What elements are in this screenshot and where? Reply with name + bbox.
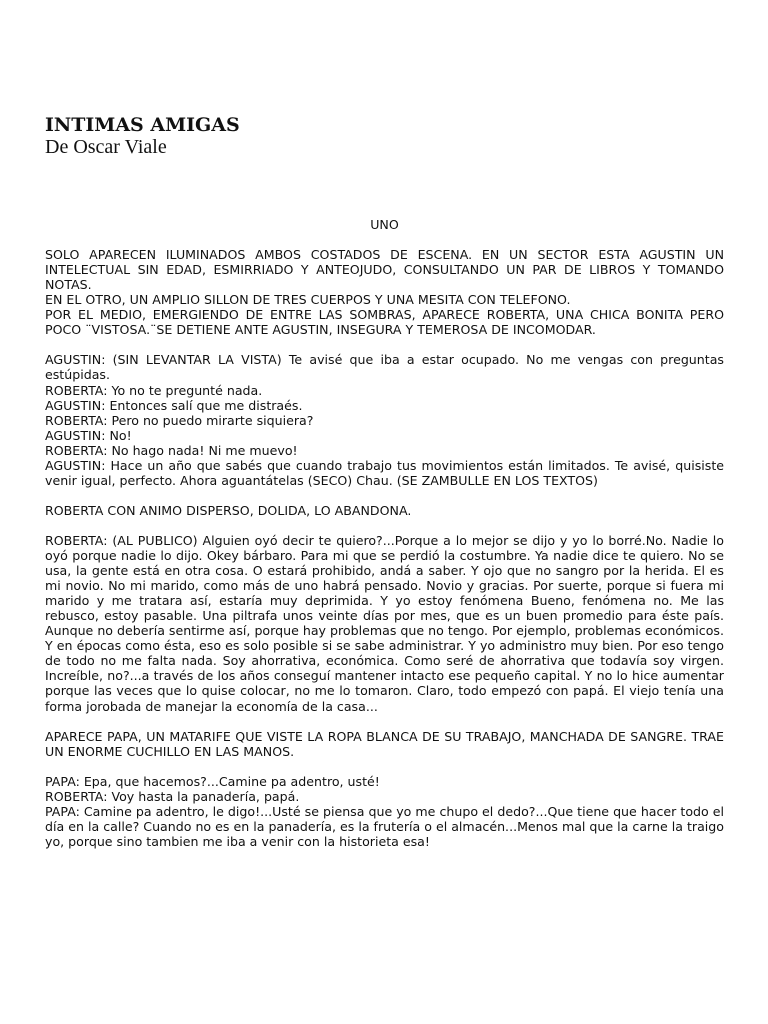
dialogue-line: PAPA: Camine pa adentro, le digo!...Usté se piensa que yo me chupo el dedo?...Que tiene que hacer todo el día en la calle? Cuando no es en la panadería, es la frutería o el almacén...Menos mal que la carne la traigo yo, porque sino tambien me iba a venir con la historieta esa! [45,803,724,849]
dialogue-block [45,774,724,849]
dialogue-line: AGUSTIN: Hace un año que sabés que cuando trabajo tus movimientos están limitados. Te avisé, quisiste venir igual, perfecto. Ahora aguantátelas (SECO) Chau. (SE ZAMBULLE EN LOS TEXTOS) [45,457,724,488]
document-body [45,217,724,864]
stage-direction: ROBERTA CON ANIMO DISPERSO, DOLIDA, LO ABANDONA. [45,502,412,518]
dialogue-line: AGUSTIN: (SIN LEVANTAR LA VISTA) Te avisé que iba a estar ocupado. No me vengas con preguntas estúpidas. [45,352,724,383]
stage-direction-paragraph: SOLO APARECEN ILUMINADOS AMBOS COSTADOS DE ESCENA. EN UN SECTOR ESTA AGUSTIN UN INTELECTUAL SIN EDAD, ESMIRRIADO Y ANTEOJUDO, CONSULTANDO UN PAR DE LIBROS Y TOMANDO NOTAS. [45,247,724,293]
dialogue-line: ROBERTA: No hago nada! Ni me muevo! [45,442,298,458]
monologue-paragraph: ROBERTA: (AL PUBLICO) Alguien oyó decir te quiero?...Porque a lo mejor se dijo y yo lo borré.No. Nadie lo oyó porque nadie lo dijo. Okey bárbaro. Para mi que se perdió la costumbre. Ya nadie dice te quiero. No se usa, la gente está en otra cosa. O estará prohibido, andá a saber. Y ojo que no sangro por la herida. El es mi novio. No mi marido, como más de uno habrá pensado. Novio y gracias. Por suerte, porque si fuera mi marido y me tratara así, estaría muy deprimida. Y yo estoy fenómena Bueno, fenómena no. Me las rebusco, estoy pasable. Una piltrafa unos veinte días por mes, que es un buen promedio para éste país. Aunque no debería sentirme así, porque hay problemas que no tengo. Por ejemplo, problemas económicos. Y en épocas como ésta, eso es solo posible si se sabe administrar. Y yo administro muy bien. Por eso tengo de todo no me falta nada. Soy ahorrativa, económica. Como seré de ahorrativa que todavía soy virgen. Increíble, no?...a través de los años conseguí mantener intacto ese pequeño capital. Y no lo hice aumentar porque las veces que lo quise colocar, no me lo tomaron. Claro, todo empezó con papá. El viejo tenía una forma jorobada de manejar la economía de la casa... [45,532,724,714]
stage-direction-intro [45,247,724,337]
dialogue-line: ROBERTA: Yo no te pregunté nada. [45,382,263,398]
document-title: INTIMAS AMIGAS [45,114,240,136]
dialogue-line: AGUSTIN: No! [45,427,132,443]
stage-direction-paragraph: POR EL MEDIO, EMERGIENDO DE ENTRE LAS SOMBRAS, APARECE ROBERTA, UNA CHICA BONITA PERO POCO ¨VISTOSA.¨SE DETIENE ANTE AGUSTIN, INSEGURA Y TEMEROSA DE INCOMODAR. [45,307,724,338]
dialogue-line: ROBERTA: Voy hasta la panadería, papá. [45,788,300,804]
dialogue-line: AGUSTIN: Entonces salí que me distraés. [45,397,303,413]
stage-direction-paragraph: EN EL OTRO, UN AMPLIO SILLON DE TRES CUERPOS Y UNA MESITA CON TELEFONO. [45,292,571,308]
section-heading: UNO [370,217,399,232]
stage-direction: APARECE PAPA, UN MATARIFE QUE VISTE LA ROPA BLANCA DE SU TRABAJO, MANCHADA DE SANGRE. TRAE UN ENORME CUCHILLO EN LAS MANOS. [45,728,724,759]
document-author: De Oscar Viale [45,136,167,158]
dialogue-line: ROBERTA: Pero no puedo mirarte siquiera? [45,412,314,428]
dialogue-block [45,352,724,487]
dialogue-line: PAPA: Epa, que hacemos?...Camine pa adentro, usté! [45,773,380,789]
